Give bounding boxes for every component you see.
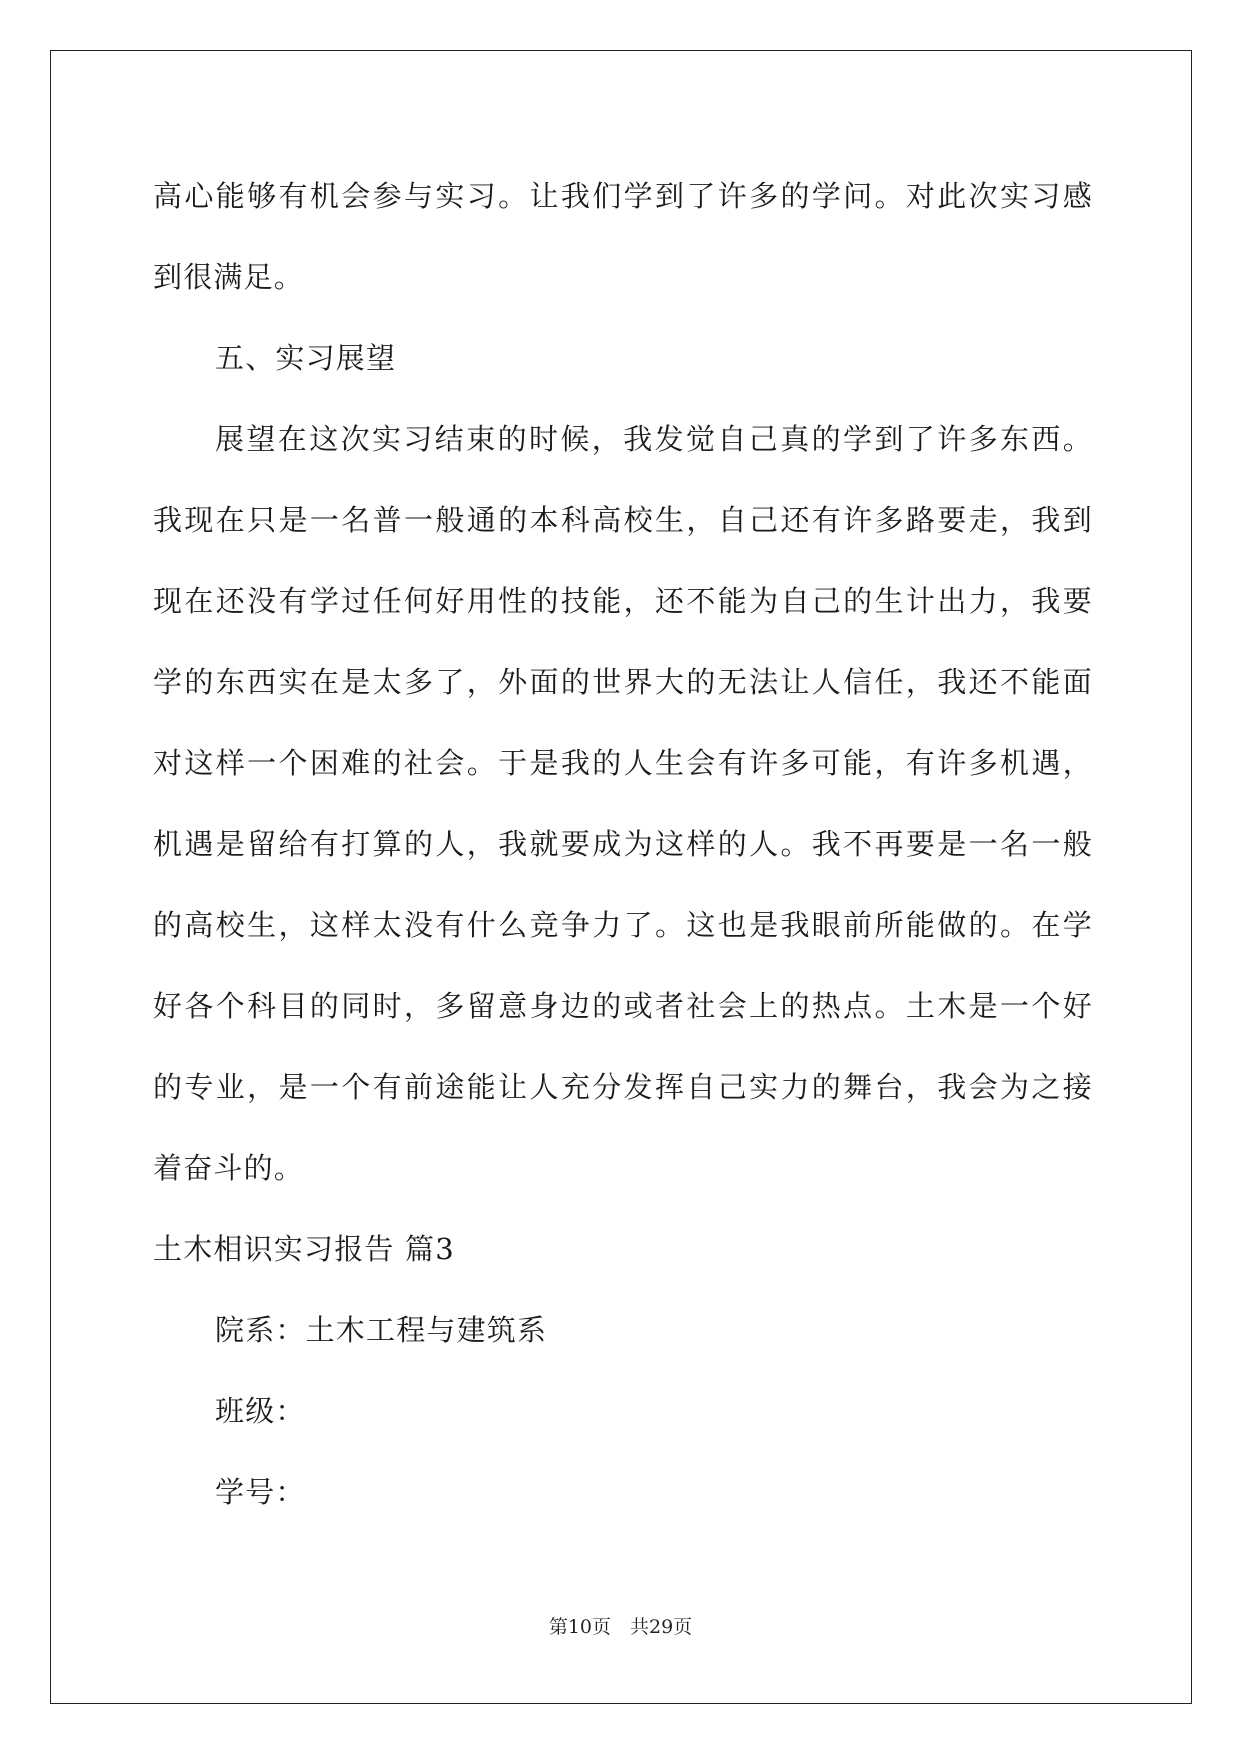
student-id-field: 学号： xyxy=(215,1475,306,1509)
text-line: 展望在这次实习结束的时候，我发觉自己真的学到了许多东西。 xyxy=(215,422,1093,456)
document-body xyxy=(153,156,1093,1533)
class-field: 班级： xyxy=(215,1394,306,1428)
text-line: 机遇是留给有打算的人，我就要成为这样的人。我不再要是一名一般 xyxy=(153,827,1093,861)
department-field: 院系：土木工程与建筑系 xyxy=(215,1313,548,1347)
text-line: 现在还没有学过任何好用性的技能，还不能为自己的生计出力，我要 xyxy=(153,584,1093,618)
text-line: 对这样一个困难的社会。于是我的人生会有许多可能，有许多机遇， xyxy=(153,746,1093,780)
text-line: 好各个科目的同时，多留意身边的或者社会上的热点。土木是一个好 xyxy=(153,989,1093,1023)
text-line: 高心能够有机会参与实习。让我们学到了许多的学问。对此次实习感 xyxy=(153,179,1093,213)
text-line: 学的东西实在是太多了，外面的世界大的无法让人信任，我还不能面 xyxy=(153,665,1093,699)
text-line: 的专业，是一个有前途能让人充分发挥自己实力的舞台，我会为之接 xyxy=(153,1070,1093,1104)
text-line: 我现在只是一名普一般通的本科高校生，自己还有许多路要走，我到 xyxy=(153,503,1093,537)
text-line: 的高校生，这样太没有什么竞争力了。这也是我眼前所能做的。在学 xyxy=(153,908,1093,942)
text-line: 着奋斗的。 xyxy=(153,1151,305,1185)
section-heading: 五、实习展望 xyxy=(215,341,397,375)
report-title: 土木相识实习报告 篇3 xyxy=(153,1232,455,1266)
text-line: 到很满足。 xyxy=(153,260,305,294)
page-number: 第10页 共29页 xyxy=(548,1616,693,1638)
